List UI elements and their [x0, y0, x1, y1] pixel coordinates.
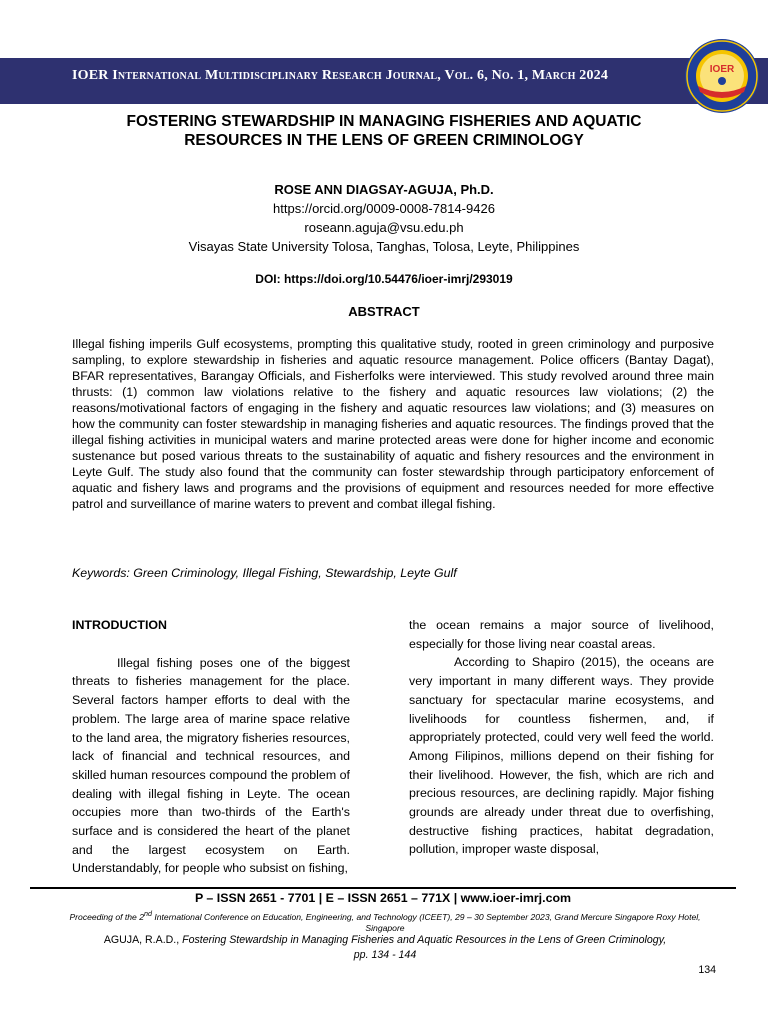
ioer-logo — [684, 38, 760, 114]
keywords: Keywords: Green Criminology, Illegal Fishing, Stewardship, Leyte Gulf — [72, 566, 457, 580]
paper-title-line1: FOSTERING STEWARDSHIP IN MANAGING FISHERIES AND AQUATIC — [126, 113, 642, 130]
footer-citation — [60, 933, 710, 963]
proceedings-superscript: nd — [144, 910, 152, 918]
right-column — [409, 616, 714, 859]
abstract-body: Illegal fishing imperils Gulf ecosystems, prompting this qualitative study, rooted in green criminology and purposive sampling, to explore stewardship in fisheries and aquatic resource management. Police officers (Bantay Dagat), BFAR representatives, Barangay Officials, and Fisherfolks were interviewed. This study revolved around three main thrusts: (1) common law violations relative to the fishery and aquatic resources law violations; (2) the reasons/motivational factors of engaging in the fishery and aquatic resources law violations; and (3) measures on how the community can foster stewardship in managing fisheries and aquatic resources. The findings proved that the illegal fishing activities in municipal waters and marine protected areas were done for higher income and economic sustenance but posed various threats to the sustainability of aquatic and fishery resources and the environment in Leyte Gulf. The study also found that the community can foster stewardship through participatory enforcement of aquatic and fishery laws and programs and the provisions of equipment and resources needed for more effective patrol and surveillance of marine waters to prevent and combat illegal fishing. — [72, 337, 714, 511]
proceedings-suffix: International Conference on Education, Engineering, and Technology (ICEET), 29 – 30 September 2023, Grand Mercure Singapore Roxy Hotel, Singapore — [151, 911, 701, 933]
proceedings-prefix: Proceeding of the 2 — [69, 911, 144, 922]
author-email-link[interactable]: roseann.aguja@vsu.edu.ph — [304, 220, 464, 235]
footer-divider — [30, 887, 736, 889]
author-block — [60, 180, 708, 256]
introduction-paragraph-2: According to Shapiro (2015), the oceans are very important in many different ways. They provide sanctuary for spectacular marine ecosystems, and livelihoods for countless fishermen, and, if appropriately protected, could very well feed the world. Among Filipinos, millions depend on their fishing for their livelihood. However, the fish, which are rich and precious resources, are declining rapidly. Major fishing grounds are already under threat due to overfishing, destructive fishing practices, habitat degradation, pollution, improper waste disposal, — [409, 655, 714, 857]
citation-title: Fostering Stewardship in Managing Fisheries and Aquatic Resources in the Lens of Green Criminology, — [182, 934, 667, 946]
introduction-paragraph-1: Illegal fishing poses one of the biggest threats to fisheries management for the place. Several factors hamper efforts to deal with the problem. The large area of marine space relative to the land area, the migratory fisheries resources, lack of financial and technical resources, and skilled human resources compound the problem of dealing with illegal fishing in Leyte. The ocean occupies more than two-thirds of the Earth's surface and is considered the heart of the planet and the largest ecosystem on Earth. Understandably, for people who subsist on fishing, — [72, 655, 350, 876]
logo-text: IOER — [709, 64, 735, 75]
footer-issn: P – ISSN 2651 - 7701 | E – ISSN 2651 – 771X | www.ioer-imrj.com — [194, 891, 572, 905]
citation-author: AGUJA, R.A.D., — [103, 934, 183, 946]
author-affiliation: Visayas State University Tolosa, Tanghas, Tolosa, Leyte, Philippines — [188, 239, 580, 254]
author-name: ROSE ANN DIAGSAY-AGUJA, Ph.D. — [274, 182, 494, 197]
introduction-heading: INTRODUCTION — [72, 618, 167, 632]
journal-title: IOER International Multidisciplinary Research Journal, Vol. 6, No. 1, March 2024 — [72, 68, 609, 83]
author-orcid-link[interactable]: https://orcid.org/0009-0008-7814-9426 — [273, 201, 495, 216]
introduction-paragraph-1-continued: the ocean remains a major source of livelihood, especially for those living near coastal areas. — [409, 618, 714, 651]
paper-title-line2: RESOURCES IN THE LENS OF GREEN CRIMINOLOGY — [184, 132, 584, 149]
page-number: 134 — [698, 964, 716, 976]
left-column — [72, 616, 350, 878]
citation-pages: pp. 134 - 144 — [353, 949, 417, 961]
doi-link[interactable]: DOI: https://doi.org/10.54476/ioer-imrj/293019 — [255, 272, 513, 286]
paper-title — [60, 112, 708, 150]
footer-proceedings — [60, 909, 710, 934]
abstract-heading: ABSTRACT — [348, 304, 420, 319]
